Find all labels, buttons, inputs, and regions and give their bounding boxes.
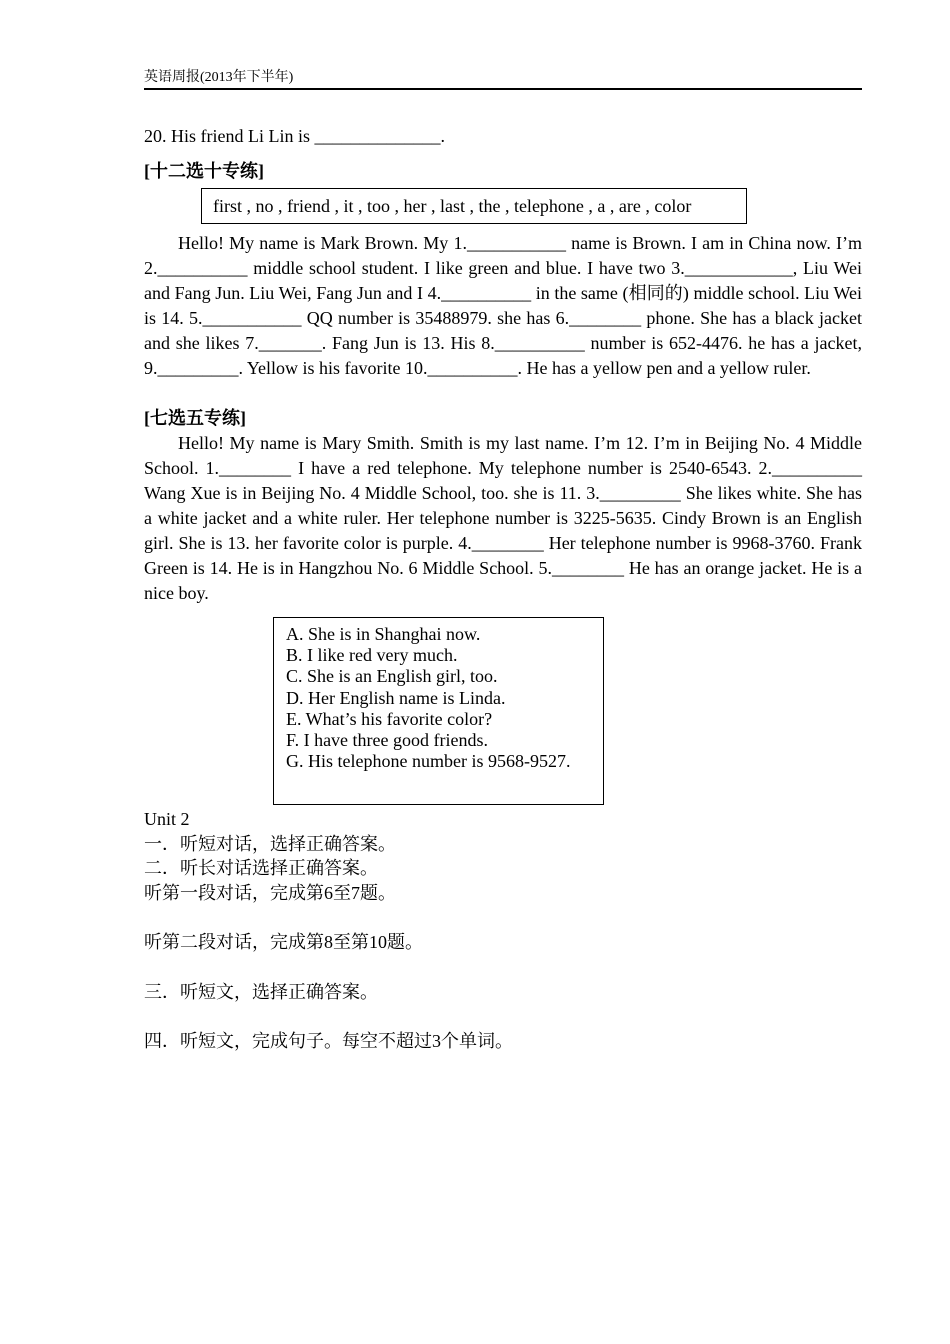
option-e: E. What’s his favorite color? bbox=[286, 708, 493, 729]
section-7-heading: [七选五专练] bbox=[144, 408, 246, 428]
section-7-passage: Hello! My name is Mary Smith. Smith is my last name. I’m 12. I’m in Beijing No. 4 Middle School. 1.________ I have a red telephone. My telephone number is 2540-6543. 2.__________ Wang Xue is in Beijing No. 4 Middle School, too. she is 11. 3._________ She likes white. She has a white jacket and a white ruler. Her telephone number is 3225-5635. Cindy Brown is an English girl. She is 13. her favorite color is purple. 4.________ Her telephone number is 9968-3760. Frank Green is 14. He is in Hangzhou No. 6 Middle School. 5.________ He has an orange jacket. He is a nice boy. bbox=[144, 433, 862, 603]
question-20: 20. His friend Li Lin is ______________. bbox=[144, 126, 445, 146]
option-g: G. His telephone number is 9568-9527. bbox=[286, 751, 571, 772]
unit-2-line-6: 四．听短文，完成句子。每空不超过3个单词。 bbox=[144, 1031, 513, 1051]
section-12-heading: [十二选十专练] bbox=[144, 161, 264, 181]
unit-2-title: Unit 2 bbox=[144, 809, 190, 829]
page-content bbox=[144, 124, 862, 1054]
unit-2-line-5: 三．听短文，选择正确答案。 bbox=[144, 981, 378, 1002]
option-c: C. She is an English girl, too. bbox=[286, 666, 498, 687]
page-header: 英语周报(2013年下半年) bbox=[144, 66, 862, 90]
word-bank-box: first , no , friend , it , too , her , last , the , telephone , a , are , color bbox=[201, 188, 747, 224]
option-b: B. I like red very much. bbox=[286, 645, 458, 666]
option-f: F. I have three good friends. bbox=[286, 730, 488, 751]
options-box bbox=[273, 617, 604, 805]
option-a: A. She is in Shanghai now. bbox=[286, 624, 481, 644]
section-12-passage: Hello! My name is Mark Brown. My 1.___________ name is Brown. I am in China now. I’m 2.__________ middle school student. I like green and blue. I have two 3.____________, Liu Wei and Fang Jun. Liu Wei, Fang Jun and I 4.__________ in the same (相同的) middle school. Liu Wei is 14. 5.___________ QQ number is 35488979. she has 6.________ phone. She has a black jacket and she likes 7._______. Fang Jun is 13. His 8.__________ number is 652-4476. he has a jacket, 9._________. Yellow is his favorite 10.__________. He has a yellow pen and a yellow ruler. bbox=[144, 233, 862, 378]
option-d: D. Her English name is Linda. bbox=[286, 687, 506, 708]
unit-2-line-2: 二．听长对话选择正确答案。 bbox=[144, 858, 378, 878]
unit-2-line-1: 一．听短对话，选择正确答案。 bbox=[144, 833, 396, 854]
unit-2-line-4: 听第二段对话，完成第8至第10题。 bbox=[144, 932, 423, 952]
unit-2-line-3: 听第一段对话，完成第6至7题。 bbox=[144, 882, 396, 903]
